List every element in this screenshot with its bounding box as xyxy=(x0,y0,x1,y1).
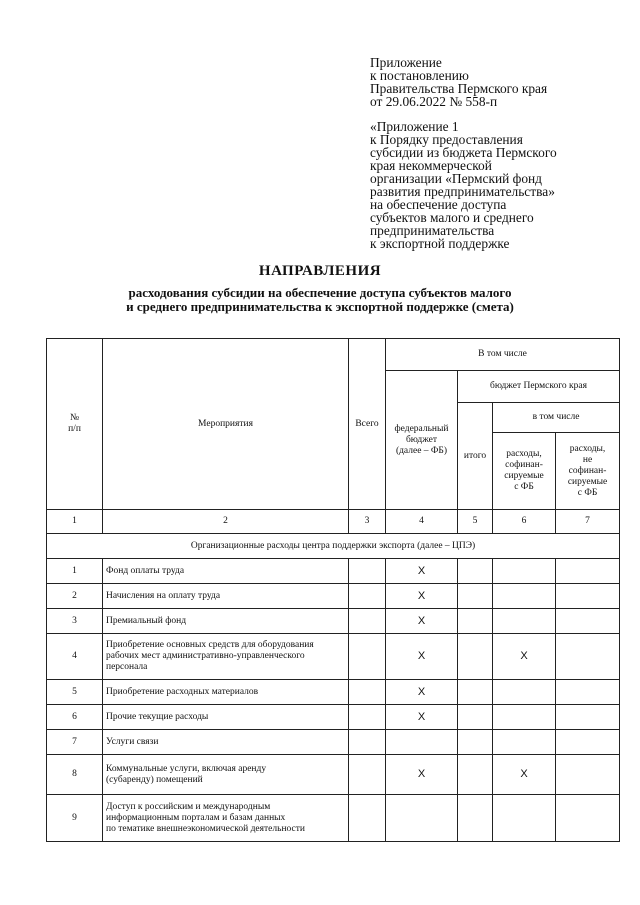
column-number: 6 xyxy=(493,510,556,534)
document-subtitle xyxy=(0,286,640,314)
cell-not-cofinanced xyxy=(556,609,620,634)
cell-federal xyxy=(386,730,458,755)
cell-total xyxy=(349,559,386,584)
cell-total xyxy=(349,755,386,795)
cell-itogo xyxy=(458,609,493,634)
table-row xyxy=(47,634,620,680)
appendix-line: предпринимательства xyxy=(370,223,495,238)
header-cofinanced-line: расходы, xyxy=(506,449,542,459)
header-num-line: п/п xyxy=(68,424,81,434)
appendix-line: субсидии из бюджета Пермского xyxy=(370,145,557,160)
cell-total xyxy=(349,680,386,705)
subtitle-line: расходования субсидии на обеспечение доступа субъектов малого xyxy=(128,285,512,300)
cell-itogo xyxy=(458,559,493,584)
row-name-line: по тематике внешнеэкономической деятельности xyxy=(106,823,305,834)
row-num: 1 xyxy=(47,559,103,584)
table-row xyxy=(47,559,620,584)
cell-federal: X xyxy=(386,634,458,680)
cell-federal: X xyxy=(386,584,458,609)
appendix-line: края некоммерческой xyxy=(370,158,492,173)
header-cofinanced-line: софинан- xyxy=(505,460,543,470)
cell-federal: X xyxy=(386,559,458,584)
section-title: Организационные расходы центра поддержки экспорта (далее – ЦПЭ) xyxy=(47,534,620,559)
header-not-cofinanced xyxy=(556,433,620,510)
header-including2: в том числе xyxy=(493,403,620,433)
row-name xyxy=(103,634,349,680)
appendix-line: Правительства Пермского края xyxy=(370,81,548,96)
cell-cofinanced: X xyxy=(493,755,556,795)
table-row xyxy=(47,795,620,842)
table-row xyxy=(47,730,620,755)
header-activities: Мероприятия xyxy=(103,339,349,510)
column-number: 3 xyxy=(349,510,386,534)
cell-not-cofinanced xyxy=(556,680,620,705)
table-row xyxy=(47,609,620,634)
column-number: 7 xyxy=(556,510,620,534)
cell-not-cofinanced xyxy=(556,559,620,584)
table-row xyxy=(47,755,620,795)
cell-itogo xyxy=(458,795,493,842)
appendix-line: на обеспечение доступа xyxy=(370,197,507,212)
cell-total xyxy=(349,730,386,755)
header-federal-line: бюджет xyxy=(405,434,438,445)
header-federal-line: федеральный xyxy=(394,423,449,434)
row-num: 2 xyxy=(47,584,103,609)
header-not-cofinanced-line: софинан- xyxy=(568,465,607,476)
header-itogo: итого xyxy=(458,403,493,510)
cell-cofinanced xyxy=(493,795,556,842)
row-num: 9 xyxy=(47,795,103,842)
header-federal xyxy=(386,371,458,510)
appendix-line: от 29.06.2022 № 558-п xyxy=(370,94,498,109)
cell-not-cofinanced xyxy=(556,584,620,609)
header-perm-budget: бюджет Пермского края xyxy=(458,371,620,403)
row-num: 3 xyxy=(47,609,103,634)
row-name: Начисления на оплату труда xyxy=(103,584,349,609)
row-name: Услуги связи xyxy=(103,730,349,755)
cell-cofinanced xyxy=(493,730,556,755)
appendix-line: развития предпринимательства» xyxy=(370,184,555,199)
cell-federal xyxy=(386,795,458,842)
header-not-cofinanced-line: с ФБ xyxy=(577,487,598,498)
row-num: 4 xyxy=(47,634,103,680)
row-name: Премиальный фонд xyxy=(103,609,349,634)
row-name xyxy=(103,755,349,795)
header-num xyxy=(47,339,103,510)
cell-itogo xyxy=(458,634,493,680)
column-number: 4 xyxy=(386,510,458,534)
cell-total xyxy=(349,795,386,842)
column-number-row xyxy=(47,510,620,534)
cell-itogo xyxy=(458,705,493,730)
header-cofinanced-line: с ФБ xyxy=(514,482,534,492)
table-row xyxy=(47,680,620,705)
cell-not-cofinanced xyxy=(556,755,620,795)
row-num: 7 xyxy=(47,730,103,755)
cell-cofinanced xyxy=(493,680,556,705)
column-number: 5 xyxy=(458,510,493,534)
row-name: Прочие текущие расходы xyxy=(103,705,349,730)
cell-cofinanced xyxy=(493,609,556,634)
cell-not-cofinanced xyxy=(556,795,620,842)
header-federal-line: (далее – ФБ) xyxy=(395,445,448,456)
table-row xyxy=(47,584,620,609)
row-name-line: Приобретение основных средств для оборудования xyxy=(106,640,314,650)
cell-cofinanced xyxy=(493,559,556,584)
header-total: Всего xyxy=(349,339,386,510)
cell-total xyxy=(349,609,386,634)
cell-itogo xyxy=(458,755,493,795)
header-cofinanced-line: сируемые xyxy=(504,471,544,481)
cell-federal: X xyxy=(386,755,458,795)
appendix-line: организации «Пермский фонд xyxy=(370,171,542,186)
row-name-line: рабочих мест административно-управленческого xyxy=(106,651,305,661)
row-num: 5 xyxy=(47,680,103,705)
header-not-cofinanced-line: сируемые xyxy=(567,476,608,487)
cell-not-cofinanced xyxy=(556,730,620,755)
row-num: 8 xyxy=(47,755,103,795)
row-name-line: Доступ к российским и международным xyxy=(106,801,271,812)
row-name-line: персонала xyxy=(106,662,148,672)
appendix-line: «Приложение 1 xyxy=(370,119,459,134)
appendix-line: Приложение xyxy=(370,55,442,70)
header-not-cofinanced-line: не xyxy=(582,454,593,465)
document-title: НАПРАВЛЕНИЯ xyxy=(258,263,382,279)
appendix-line: субъектов малого и среднего xyxy=(370,210,534,225)
appendix-line: к экспортной поддержке xyxy=(370,236,510,251)
appendix-line: к Порядку предоставления xyxy=(370,132,523,147)
cell-total xyxy=(349,634,386,680)
cell-cofinanced xyxy=(493,705,556,730)
cell-itogo xyxy=(458,584,493,609)
header-num-line: № xyxy=(69,413,80,423)
row-name xyxy=(103,795,349,842)
header-including: В том числе xyxy=(386,339,620,371)
row-name: Приобретение расходных материалов xyxy=(103,680,349,705)
header-cofinanced xyxy=(493,433,556,510)
row-name-line: Коммунальные услуги, включая аренду xyxy=(106,763,267,774)
row-num: 6 xyxy=(47,705,103,730)
section-row xyxy=(47,534,620,559)
subtitle-line: и среднего предпринимательства к экспортной поддержке (смета) xyxy=(126,299,514,314)
cell-total xyxy=(349,705,386,730)
cell-not-cofinanced xyxy=(556,705,620,730)
row-name-line: (субаренду) помещений xyxy=(106,774,203,785)
cell-federal: X xyxy=(386,680,458,705)
cell-cofinanced xyxy=(493,584,556,609)
row-name-line: информационным порталам и базам данных xyxy=(106,812,286,823)
cell-itogo xyxy=(458,730,493,755)
cell-itogo xyxy=(458,680,493,705)
cell-total xyxy=(349,584,386,609)
cell-federal: X xyxy=(386,705,458,730)
header-row xyxy=(47,339,620,371)
header-not-cofinanced-line: расходы, xyxy=(569,443,606,454)
column-number: 1 xyxy=(47,510,103,534)
cell-federal: X xyxy=(386,609,458,634)
cell-not-cofinanced xyxy=(556,634,620,680)
estimate-table xyxy=(46,338,620,842)
table-row xyxy=(47,705,620,730)
appendix-line: к постановлению xyxy=(370,68,469,83)
cell-cofinanced: X xyxy=(493,634,556,680)
column-number: 2 xyxy=(103,510,349,534)
row-name: Фонд оплаты труда xyxy=(103,559,349,584)
appendix-block xyxy=(370,56,620,250)
